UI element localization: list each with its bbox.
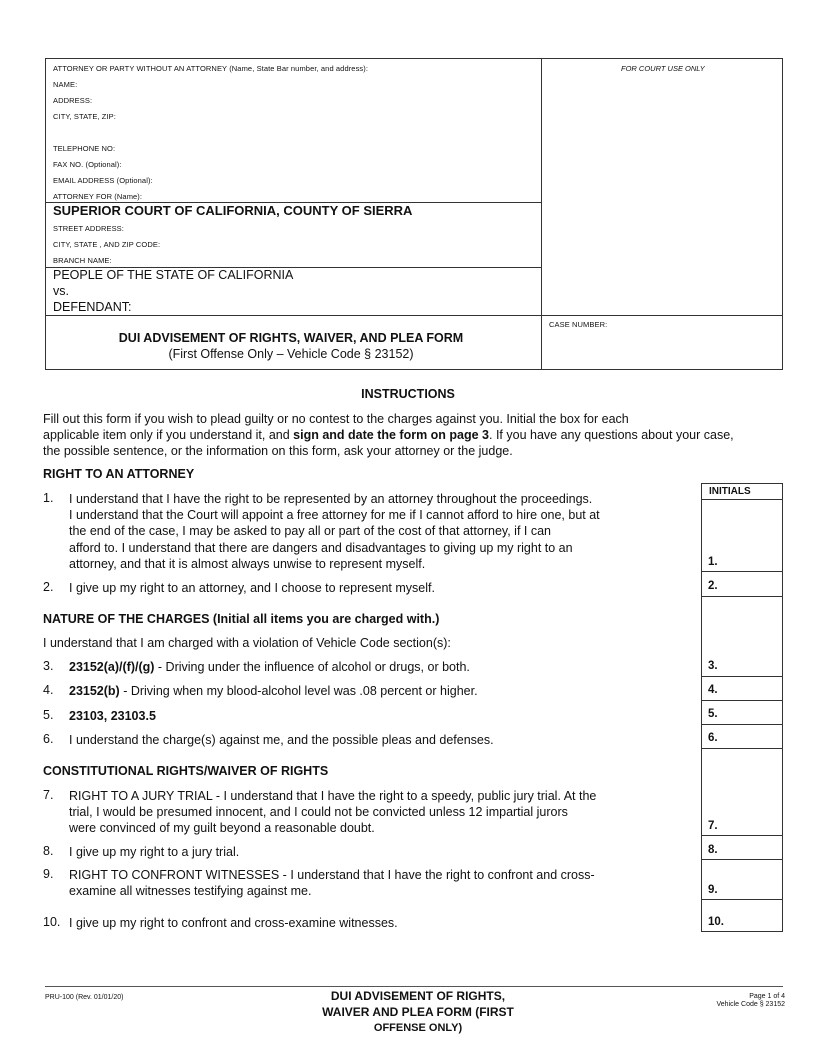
item-line: were convinced of my guilt beyond a reasonable doubt. xyxy=(69,821,375,836)
item-line: trial, I would be presumed innocent, and I could not be convicted unless 12 impartial jurors xyxy=(69,805,568,820)
item-number: 2. xyxy=(43,580,54,594)
form-title: DUI ADVISEMENT OF RIGHTS, WAIVER, AND PLEA FORM xyxy=(118,331,464,345)
section-nature-of-charges: NATURE OF THE CHARGES (Initial all items you are charged with.) xyxy=(43,612,440,626)
statute-code: 23152(b) xyxy=(69,684,120,698)
instructions-emphasis: sign and date the form on page 3 xyxy=(293,428,490,442)
branch-label[interactable]: BRANCH NAME: xyxy=(53,256,112,265)
item-number: 3. xyxy=(43,659,54,673)
section-right-to-attorney: RIGHT TO AN ATTORNEY xyxy=(43,467,195,481)
item-4-text xyxy=(69,683,639,699)
item-line: attorney, and that it is almost always unwise to represent myself. xyxy=(69,556,426,571)
footer-title-line: OFFENSE ONLY) xyxy=(373,1022,463,1034)
initials-box-number: 2. xyxy=(708,580,718,592)
initials-box-number: 7. xyxy=(708,820,718,832)
instructions-text: applicable item only if you understand it, and xyxy=(43,428,294,442)
item-6-text: I understand the charge(s) against me, and the possible pleas and defenses. xyxy=(69,733,494,747)
attorney-for-label[interactable]: ATTORNEY FOR (Name): xyxy=(53,192,143,201)
initials-box-number: 10. xyxy=(708,916,724,928)
footer-title-line: DUI ADVISEMENT OF RIGHTS, xyxy=(330,989,506,1003)
item-number: 8. xyxy=(43,844,54,858)
item-3-text xyxy=(69,659,639,675)
footer-rule xyxy=(45,986,783,987)
instructions-text: . If you have any questions about your case, xyxy=(489,428,734,442)
initials-header: INITIALS xyxy=(701,483,783,500)
item-8-text: I give up my right to a jury trial. xyxy=(69,845,240,859)
statute-description: - Driving under the influence of alcohol or drugs, or both. xyxy=(154,660,470,674)
item-1-text xyxy=(69,491,639,572)
page-number: Page 1 of 4 xyxy=(749,993,785,1000)
initials-box-number: 4. xyxy=(708,684,718,696)
attorney-label: ATTORNEY OR PARTY WITHOUT AN ATTORNEY (Name, State Bar number, and address): xyxy=(53,64,369,73)
item-9-text xyxy=(69,867,639,899)
initials-box-number: 3. xyxy=(708,660,718,672)
instructions-line-3: the possible sentence, or the information on this form, ask your attorney or the judge. xyxy=(43,444,513,458)
item-number: 4. xyxy=(43,683,54,697)
section-constitutional-rights: CONSTITUTIONAL RIGHTS/WAIVER OF RIGHTS xyxy=(43,764,329,778)
charges-intro: I understand that I am charged with a violation of Vehicle Code section(s): xyxy=(43,636,451,650)
item-line: I understand that the Court will appoint a free attorney for me if I cannot afford to hire one, but at xyxy=(69,508,600,523)
city-zip-label[interactable]: CITY, STATE , AND ZIP CODE: xyxy=(53,240,161,249)
item-line: RIGHT TO CONFRONT WITNESSES - I understand that I have the right to confront and cross- xyxy=(69,868,595,882)
statute-description: - Driving when my blood-alcohol level was .08 percent or higher. xyxy=(119,684,478,698)
item-line: examine all witnesses testifying against me. xyxy=(69,884,312,899)
item-number: 6. xyxy=(43,732,54,746)
initials-box-number: 9. xyxy=(708,884,718,896)
fax-label[interactable]: FAX NO. (Optional): xyxy=(53,160,122,169)
initials-box-number: 8. xyxy=(708,844,718,856)
court-use-label: FOR COURT USE ONLY xyxy=(621,64,705,73)
street-label[interactable]: STREET ADDRESS: xyxy=(53,224,124,233)
city-label[interactable]: CITY, STATE, ZIP: xyxy=(53,112,116,121)
form-subtitle: (First Offense Only – Vehicle Code § 23152) xyxy=(168,347,414,361)
footer-title xyxy=(288,988,548,1036)
caption-divider xyxy=(541,58,542,370)
vs-label: vs. xyxy=(53,284,69,298)
item-line: RIGHT TO A JURY TRIAL - I understand that I have the right to a speedy, public jury trial. At the xyxy=(69,789,597,803)
instructions-title: INSTRUCTIONS xyxy=(361,387,455,401)
statute-code: 23103, 23103.5 xyxy=(69,709,156,723)
court-name: SUPERIOR COURT OF CALIFORNIA, COUNTY OF SIERRA xyxy=(53,203,413,218)
item-number: 5. xyxy=(43,708,54,722)
name-label[interactable]: NAME: xyxy=(53,80,78,89)
item-10-text: I give up my right to confront and cross-examine witnesses. xyxy=(69,916,398,930)
people-label: PEOPLE OF THE STATE OF CALIFORNIA xyxy=(53,268,294,282)
item-number: 9. xyxy=(43,867,54,881)
initials-box-number: 6. xyxy=(708,732,718,744)
title-divider xyxy=(45,315,783,316)
telephone-label[interactable]: TELEPHONE NO: xyxy=(53,144,116,153)
item-line: the end of the case, I may be asked to pay all or part of the cost of that attorney, if I can xyxy=(69,524,551,539)
item-number: 10. xyxy=(43,915,61,929)
initials-box-number: 5. xyxy=(708,708,718,720)
statute-code: 23152(a)/(f)/(g) xyxy=(69,660,155,674)
item-5-text xyxy=(69,708,639,724)
item-line: I understand that I have the right to be represented by an attorney throughout the proceedings. xyxy=(69,492,593,506)
item-2-text: I give up my right to an attorney, and I choose to represent myself. xyxy=(69,581,435,595)
item-7-text xyxy=(69,788,639,837)
case-number-label[interactable]: CASE NUMBER: xyxy=(549,320,608,329)
email-label[interactable]: EMAIL ADDRESS (Optional): xyxy=(53,176,153,185)
form-code: PRU-100 (Rev. 01/01/20) xyxy=(45,994,124,1001)
item-number: 7. xyxy=(43,788,54,802)
instructions-line-1: Fill out this form if you wish to plead guilty or no contest to the charges against you. Initial the box for each xyxy=(43,412,629,426)
address-label[interactable]: ADDRESS: xyxy=(53,96,93,105)
item-line: afford to. I understand that there are dangers and disadvantages to giving up my right to an xyxy=(69,540,573,555)
defendant-label[interactable]: DEFENDANT: xyxy=(53,300,132,314)
instructions-line-2 xyxy=(43,427,734,443)
footer-title-line: WAIVER AND PLEA FORM (FIRST xyxy=(322,1005,514,1019)
vehicle-code-ref: Vehicle Code § 23152 xyxy=(716,1001,785,1008)
initials-box-number: 1. xyxy=(708,556,718,568)
item-number: 1. xyxy=(43,491,54,505)
